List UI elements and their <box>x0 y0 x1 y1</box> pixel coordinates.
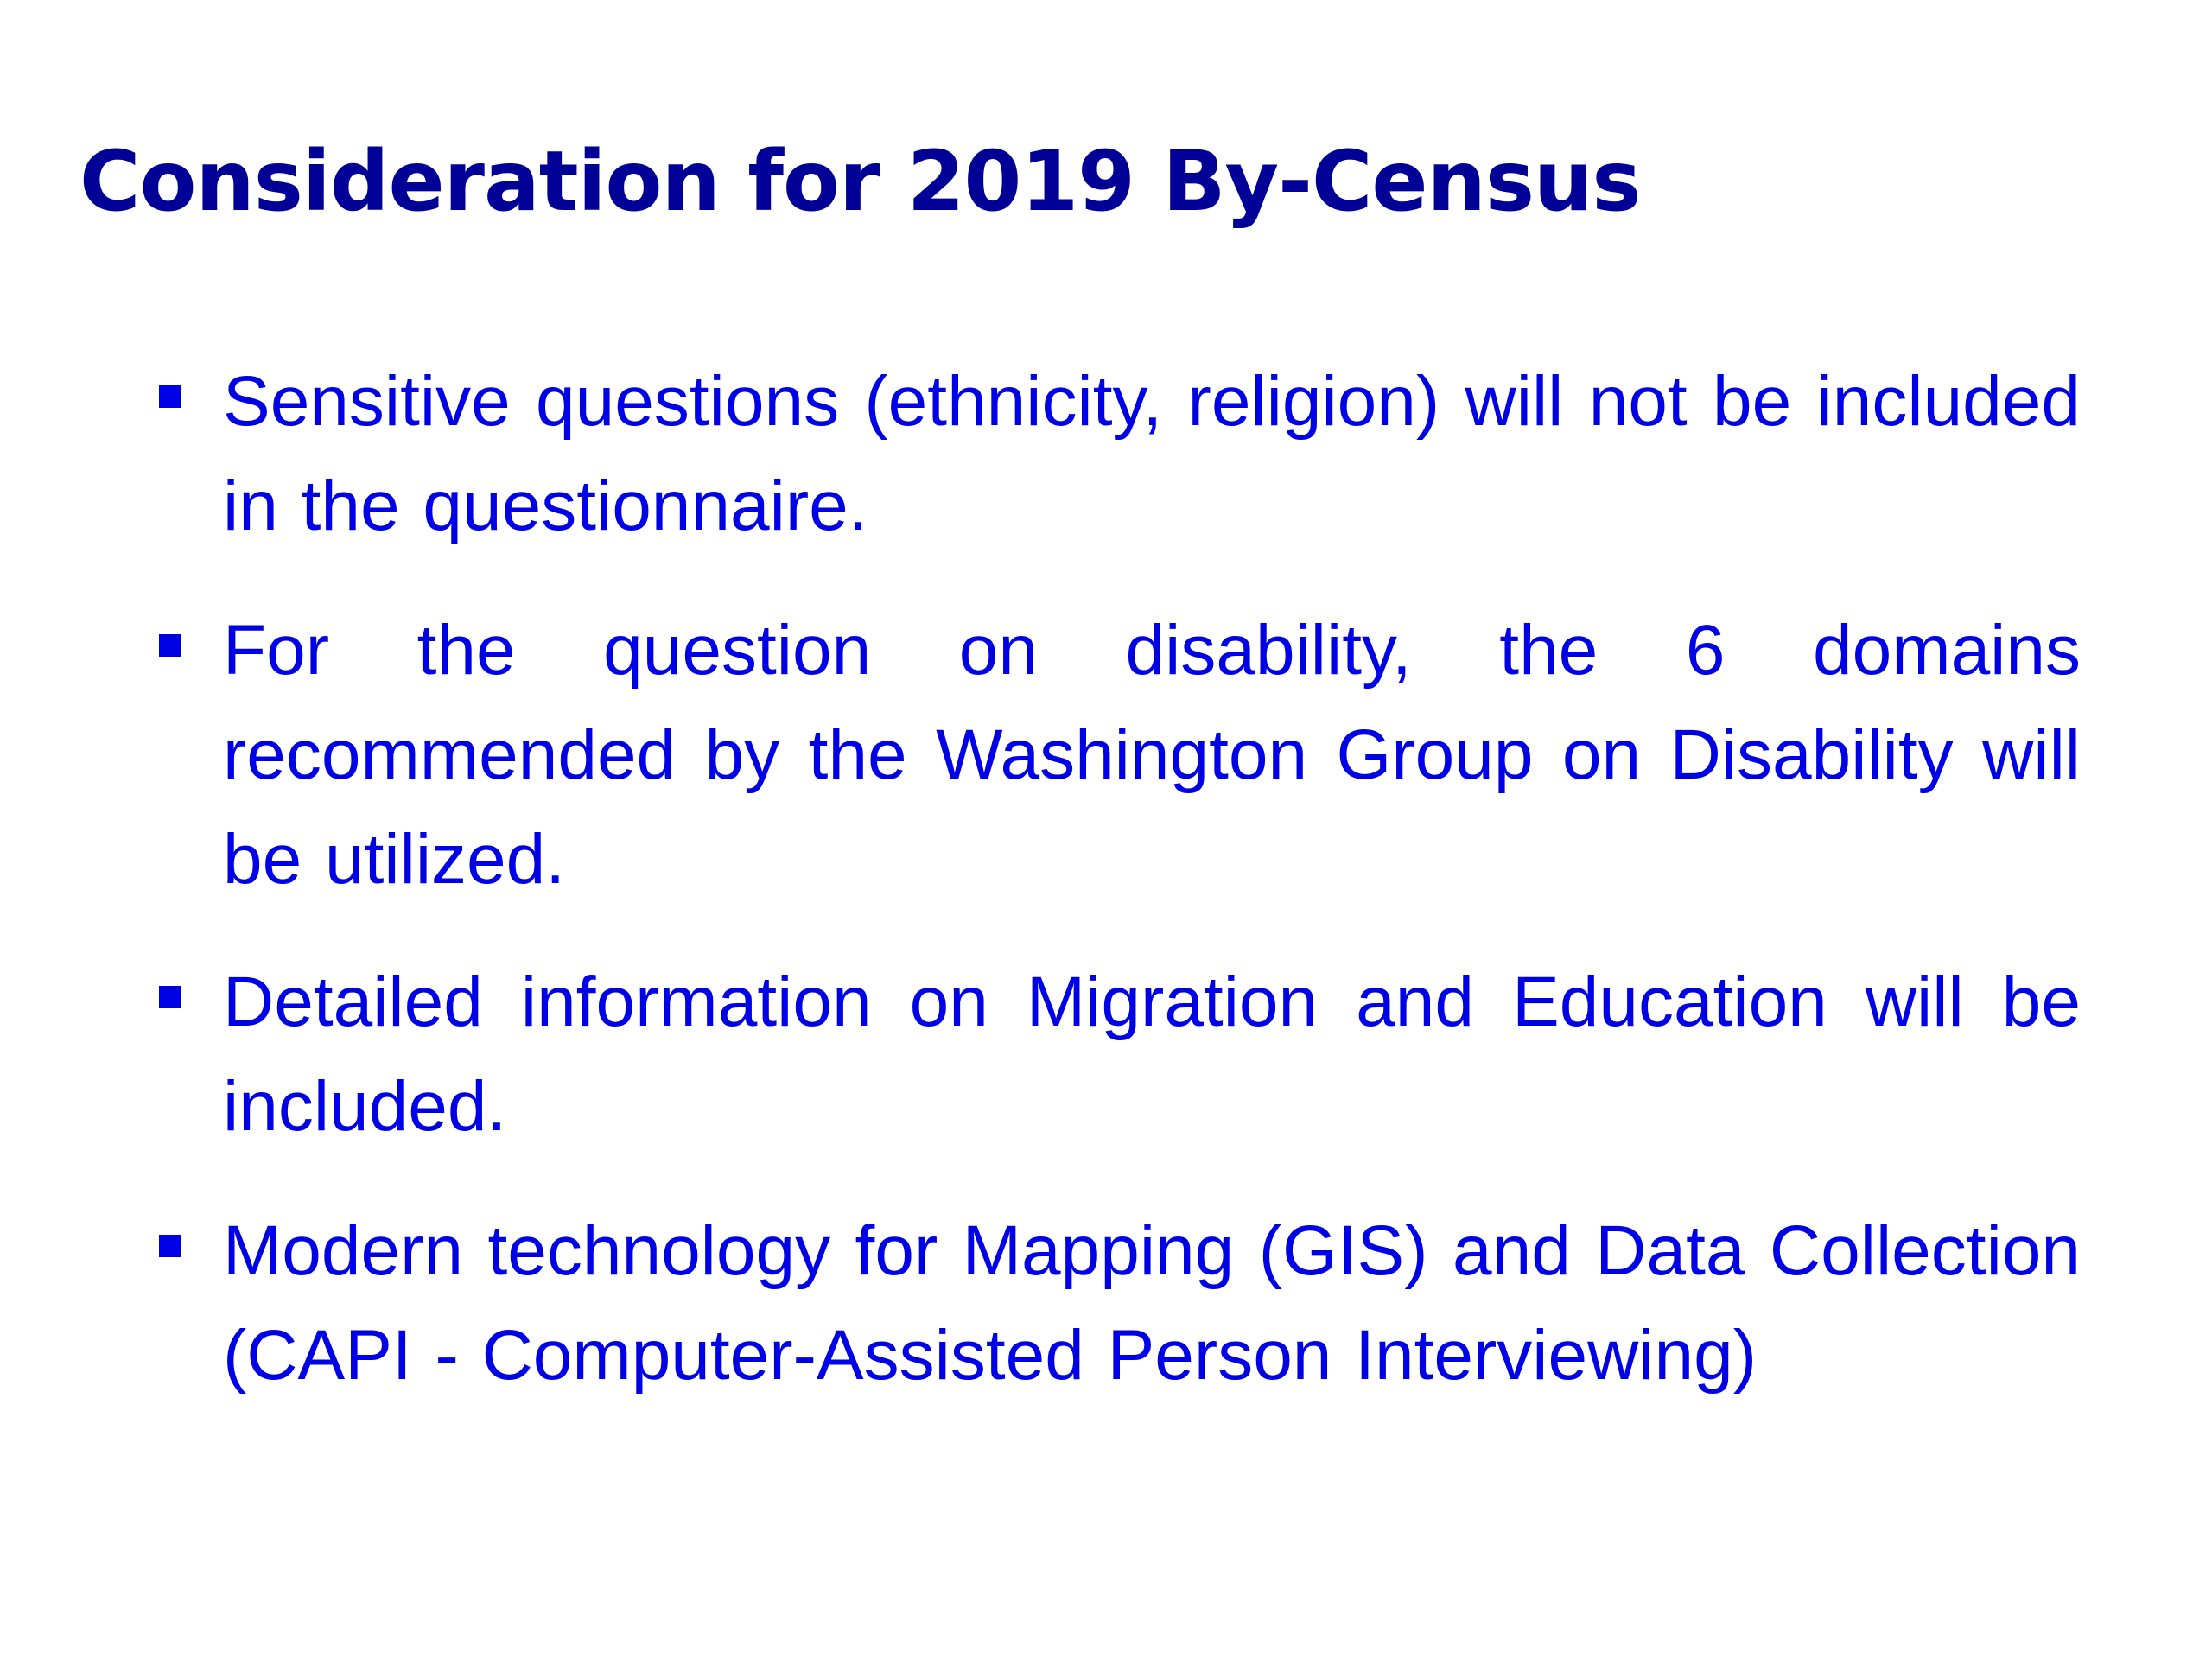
bullet-item <box>223 349 2081 558</box>
slide-title: Consideration for 2019 By-Census <box>79 133 1641 230</box>
square-bullet-icon <box>159 986 181 1008</box>
bullet-text: Modern technology for Mapping (GIS) and Data Collection (CAPI - Computer-Assisted Person Interviewing) <box>223 1211 2081 1395</box>
bullet-item <box>223 950 2081 1159</box>
square-bullet-icon <box>159 634 181 657</box>
square-bullet-icon <box>159 1235 181 1257</box>
square-bullet-icon <box>159 385 181 408</box>
bullet-item <box>223 598 2081 912</box>
bullet-text: Sensitive questions (ethnicity, religion) will not be included in the questionnaire. <box>223 362 2081 545</box>
bullet-text: Detailed information on Migration and Education will be included. <box>223 963 2081 1146</box>
bullet-item <box>223 1198 2081 1408</box>
bullet-text: For the question on disability, the 6 domains recommended by the Washington Group on Disability will be utilized. <box>223 611 2081 899</box>
